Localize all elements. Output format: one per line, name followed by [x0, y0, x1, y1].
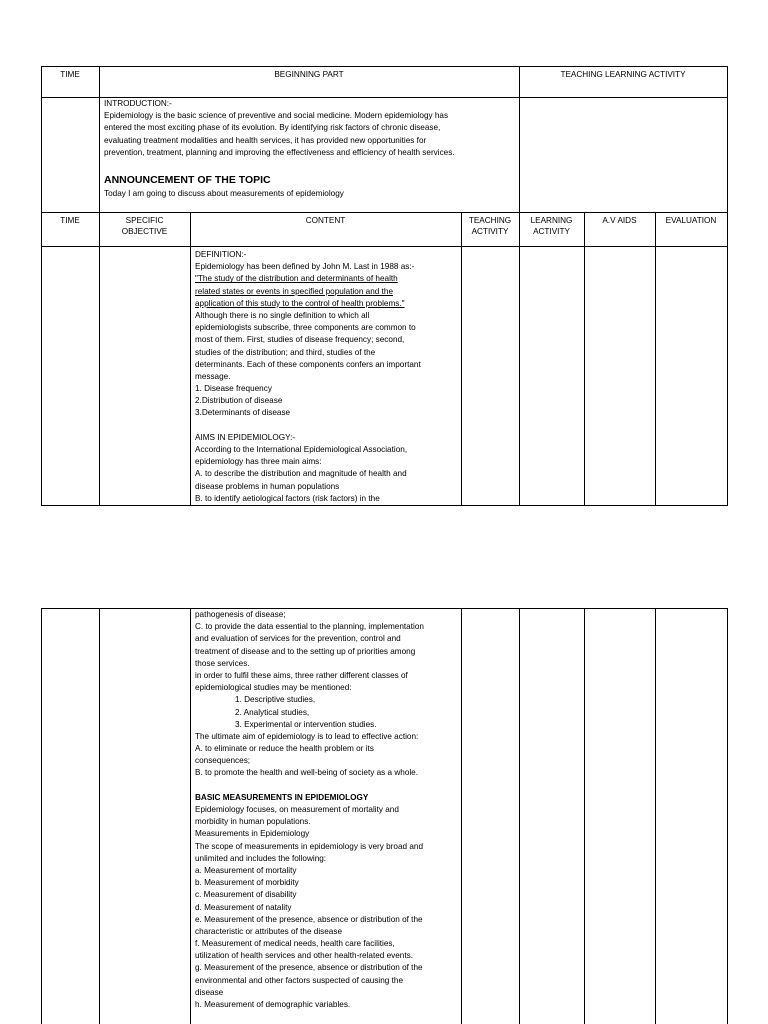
content-line: epidemiologists subscribe, three components are common to: [195, 323, 416, 333]
definition-quote-line: "The study of the distribution and determinants of health: [195, 274, 398, 284]
introduction-line: evaluating treatment modalities and health services, it has provided new opportunities for: [104, 135, 427, 145]
content-line: [195, 780, 424, 792]
content-line: those services.: [195, 658, 250, 668]
col-header-time: TIME: [60, 216, 80, 225]
content-line: and evaluation of services for the prevention, control and: [195, 634, 401, 644]
content-line: epidemiological studies may be mentioned:: [195, 683, 352, 693]
content-line: pathogenesis of disease;: [195, 610, 286, 619]
content-line: f. Measurement of medical needs, health care facilities,: [195, 939, 395, 949]
content-line: characteristic or attributes of the disease: [195, 926, 342, 936]
header-teaching-learning-activity: TEACHING LEARNING ACTIVITY: [560, 70, 686, 79]
table2-col-line: [584, 608, 585, 1024]
content-line: treatment of disease and to the setting up of priorities among: [195, 646, 416, 656]
content-line: c. Measurement of disability: [195, 890, 297, 900]
header-beginning-part: BEGINNING PART: [274, 70, 344, 79]
definition-quote-line: related states or events in specified population and the: [195, 286, 393, 296]
content-line: Although there is no single definition to which all: [195, 310, 370, 320]
content-line: The ultimate aim of epidemiology is to lead to effective action:: [195, 731, 419, 741]
content-line: C. to provide the data essential to the planning, implementation: [195, 622, 424, 632]
content-line: d. Measurement of natality: [195, 902, 292, 912]
table1-row-line: [41, 246, 727, 247]
content-line: a. Measurement of mortality: [195, 865, 297, 875]
content-line: consequences;: [195, 756, 251, 766]
content-line: 2.Distribution of disease: [195, 396, 283, 406]
col-header-av-aids: A.V AIDS: [602, 216, 637, 225]
content-line: message.: [195, 371, 231, 381]
table1-top-border: [41, 66, 727, 67]
table1-right-border: [727, 66, 728, 506]
definition-quote-line: application of this study to the control of health problems.": [195, 298, 405, 308]
announcement-text: Today I am going to discuss about measurements of epidemiology: [104, 189, 344, 198]
table2-col-line: [655, 608, 656, 1024]
table2-col-line: [190, 608, 191, 1024]
content-line: morbidity in human populations.: [195, 817, 311, 827]
content-cell-table2: [195, 609, 424, 1011]
content-line: determinants. Each of these components confers an important: [195, 359, 421, 369]
introduction-section: [104, 98, 455, 159]
table1-col-line: [461, 212, 462, 506]
content-line: Measurements in Epidemiology: [195, 829, 310, 839]
col-header-learning-activity: LEARNING ACTIVITY: [530, 216, 573, 236]
col-header-content: CONTENT: [305, 216, 346, 225]
content-line: environmental and other factors suspected of causing the: [195, 975, 403, 985]
content-line: disease: [195, 987, 224, 997]
content-line: h. Measurement of demographic variables.: [195, 1000, 351, 1009]
table2-left-border: [41, 608, 42, 1024]
content-line: B. to promote the health and well-being of society as a whole.: [195, 768, 419, 778]
table1-bottom-border: [41, 505, 727, 506]
content-line: utilization of health services and other health-related events.: [195, 951, 414, 961]
content-line: Epidemiology has been defined by John M. Last in 1988 as:-: [195, 262, 415, 272]
content-line: B. to identify aetiological factors (risk factors) in the: [195, 493, 380, 503]
content-line: most of them. First, studies of disease frequency; second,: [195, 335, 405, 345]
content-line: A. to eliminate or reduce the health problem or its: [195, 744, 374, 754]
table2-right-border: [727, 608, 728, 1024]
table1-col-line: [584, 212, 585, 506]
content-line: disease problems in human populations: [195, 481, 340, 491]
introduction-line: Epidemiology is the basic science of preventive and social medicine. Modern epidemiology has: [104, 111, 449, 121]
content-cell-table1: [195, 249, 421, 505]
introduction-heading: INTRODUCTION:-: [104, 99, 172, 108]
content-line: epidemiology has three main aims:: [195, 457, 322, 467]
announcement-heading: ANNOUNCEMENT OF THE TOPIC: [104, 174, 271, 186]
table1-row-line: [41, 212, 727, 213]
table2-col-line: [519, 608, 520, 1024]
content-line: studies of the distribution; and third, studies of the: [195, 347, 376, 357]
content-line: g. Measurement of the presence, absence or distribution of the: [195, 963, 423, 973]
content-line: [195, 420, 421, 432]
introduction-line: prevention, treatment, planning and improving the effectiveness and efficiency of health services.: [104, 147, 455, 157]
study-list-item: 1. Descriptive studies,: [235, 695, 316, 705]
col-header-specific-objective: SPECIFIC OBJECTIVE: [121, 216, 168, 236]
table1-col-line: [190, 212, 191, 506]
content-line: in order to fulfil these aims, three rather different classes of: [195, 670, 408, 680]
content-line: unlimited and includes the following:: [195, 853, 327, 863]
table1-col-line: [99, 66, 100, 506]
table1-col-line: [519, 66, 520, 506]
content-line: According to the International Epidemiological Association,: [195, 445, 408, 454]
table1-col-line: [655, 212, 656, 506]
study-list-item: 2. Analytical studies,: [235, 707, 310, 717]
content-line: Epidemiology focuses, on measurement of mortality and: [195, 805, 399, 814]
content-line: A. to describe the distribution and magnitude of health and: [195, 469, 407, 479]
content-line: 1. Disease frequency: [195, 384, 272, 394]
study-list-item: 3. Experimental or intervention studies.: [235, 719, 377, 729]
col-header-teaching-activity: TEACHING ACTIVITY: [468, 216, 512, 236]
content-line: 3.Determinants of disease: [195, 408, 291, 418]
content-line: AIMS IN EPIDEMIOLOGY:-: [195, 432, 296, 442]
header-time: TIME: [60, 70, 80, 79]
content-line: b. Measurement of morbidity: [195, 878, 299, 888]
basic-measurements-heading: BASIC MEASUREMENTS IN EPIDEMIOLOGY: [195, 792, 369, 802]
table2-col-line: [461, 608, 462, 1024]
content-line: e. Measurement of the presence, absence or distribution of the: [195, 914, 423, 924]
col-header-evaluation: EVALUATION: [665, 216, 717, 225]
content-line: DEFINITION:-: [195, 250, 247, 259]
table2-col-line: [99, 608, 100, 1024]
content-line: The scope of measurements in epidemiology is very broad and: [195, 841, 424, 851]
introduction-line: entered the most exciting phase of its evolution. By identifying risk factors of chronic disease,: [104, 123, 441, 133]
table1-left-border: [41, 66, 42, 506]
